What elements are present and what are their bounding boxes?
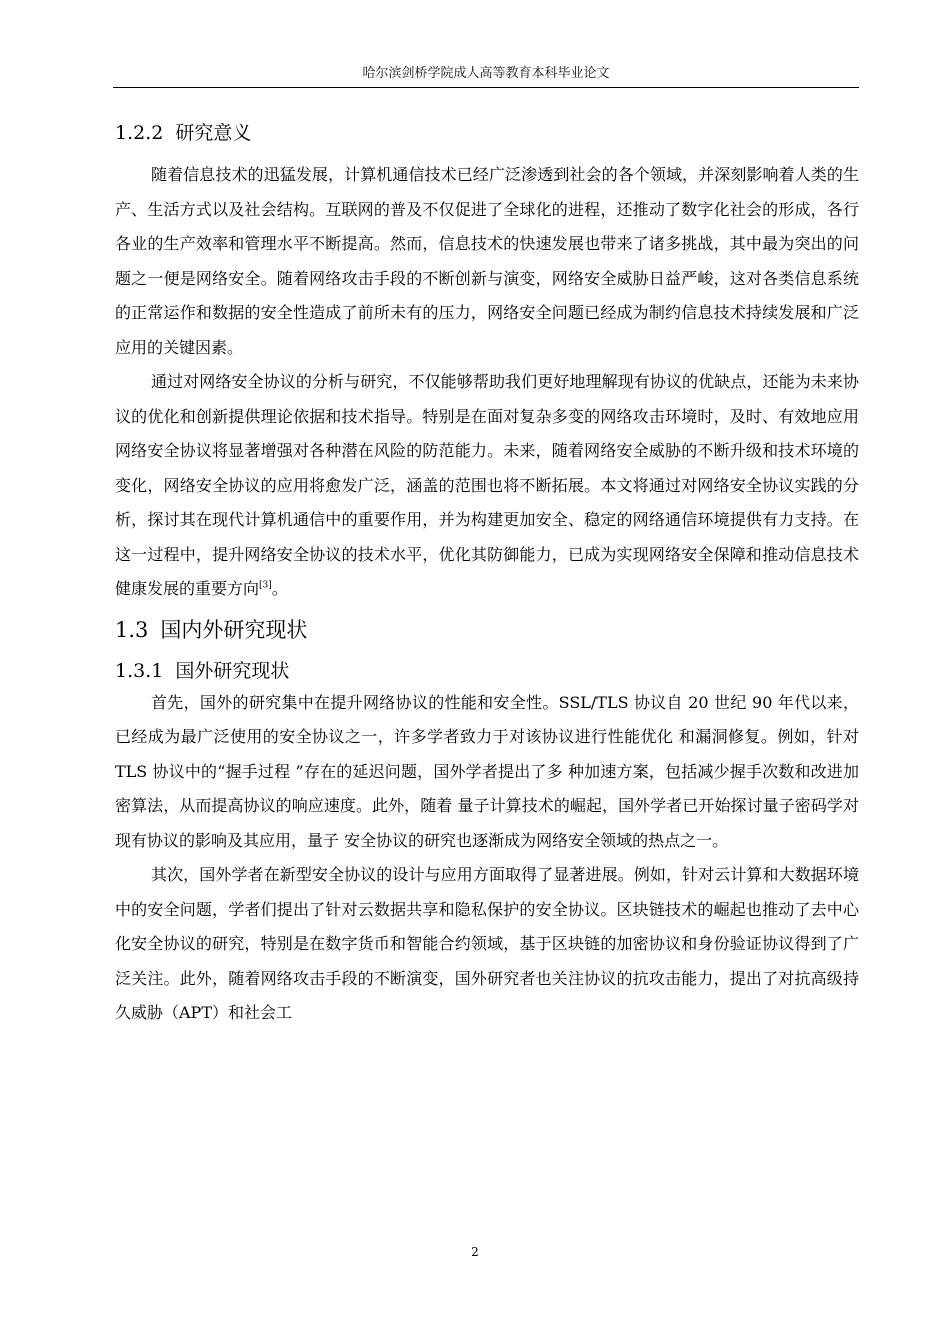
paragraph-with-citation [115, 365, 859, 607]
section-1-2-2-heading [115, 118, 859, 148]
paragraph-end: 。 [271, 579, 288, 598]
page-content [115, 118, 859, 1031]
section-number: 1.3 [115, 617, 149, 642]
paragraph: 随着信息技术的迅猛发展，计算机通信技术已经广泛渗透到社会的各个领域，并深刻影响着人类的生产、生活方式以及社会结构。互联网的普及不仅促进了全球化的进程，还推动了数字化社会的形成，各行各业的生产效率和管理水平不断提高。然而，信息技术的快速发展也带来了诸多挑战，其中最为突出的问题之一便是网络安全。随着网络攻击手段的不断创新与演变，网络安全威胁日益严峻，这对各类信息系统的正常运作和数据的安全性造成了前所未有的压力，网络安全问题已经成为制约信息技术持续发展和广泛应用的关键因素。 [115, 165, 859, 357]
section-title: 国外研究现状 [175, 659, 290, 682]
section-number: 1.2.2 [115, 122, 164, 144]
section-title: 研究意义 [175, 122, 252, 144]
citation: [3] [259, 580, 272, 591]
paragraph-text: 通过对网络安全协议的分析与研究，不仅能够帮助我们更好地理解现有协议的优缺点，还能为未来协议的优化和创新提供理论依据和技术指导。特别是在面对复杂多变的网络攻击环境时，及时、有效地应用网络安全协议将显著增强对各种潜在风险的防范能力。未来，随着网络安全威胁的不断升级和技术环境的变化，网络安全协议的应用将愈发广泛，涵盖的范围也将不断拓展。本文将通过对网络安全协议实践的分析，探讨其在现代计算机通信中的重要作用，并为构建更加安全、稳定的网络通信环境提供有力支持。在这一过程中，提升网络安全协议的技术水平，优化其防御能力，已成为实现网络安全保障和推动信息技术健康发展的重要方向 [115, 372, 859, 598]
section-number: 1.3.1 [115, 659, 164, 682]
header-rule [113, 87, 859, 88]
page-number: 2 [471, 1245, 479, 1259]
section-1-3-1-heading [115, 656, 859, 686]
page-header: 哈尔滨剑桥学院成人高等教育本科毕业论文 [362, 66, 610, 81]
paragraph: 其次，国外学者在新型安全协议的设计与应用方面取得了显著进展。例如，针对云计算和大数据环境中的安全问题，学者们提出了针对云数据共享和隐私保护的安全协议。区块链技术的崛起也推动了去中心化安全协议的研究，特别是在数字货币和智能合约领域，基于区块链的加密协议和身份验证协议得到了广泛关注。此外，随着网络攻击手段的不断演变，国外研究者也关注协议的抗攻击能力，提出了对抗高级持久威胁（APT）和社会工 [115, 865, 859, 1022]
section-1-3-heading [115, 614, 859, 646]
section-title: 国内外研究现状 [160, 617, 308, 642]
paragraph: 首先，国外的研究集中在提升网络协议的性能和安全性。SSL/TLS 协议自 20 世纪 90 年代以来，已经成为最广泛使用的安全协议之一，许多学者致力于对该协议进行性能优化 和漏洞修复。例如，针对 TLS 协议中的“握手过程 ”存在的延迟问题，国外学者提出了多 种加速方案，包括减少握手次数和改进加密算法，从而提高协议的响应速度。此外，随着 量子计算技术的崛起，国外学者已开始探讨量子密码学对现有协议的影响及其应用，量子 安全协议的研究也逐渐成为网络安全领域的热点之一。 [115, 692, 859, 850]
